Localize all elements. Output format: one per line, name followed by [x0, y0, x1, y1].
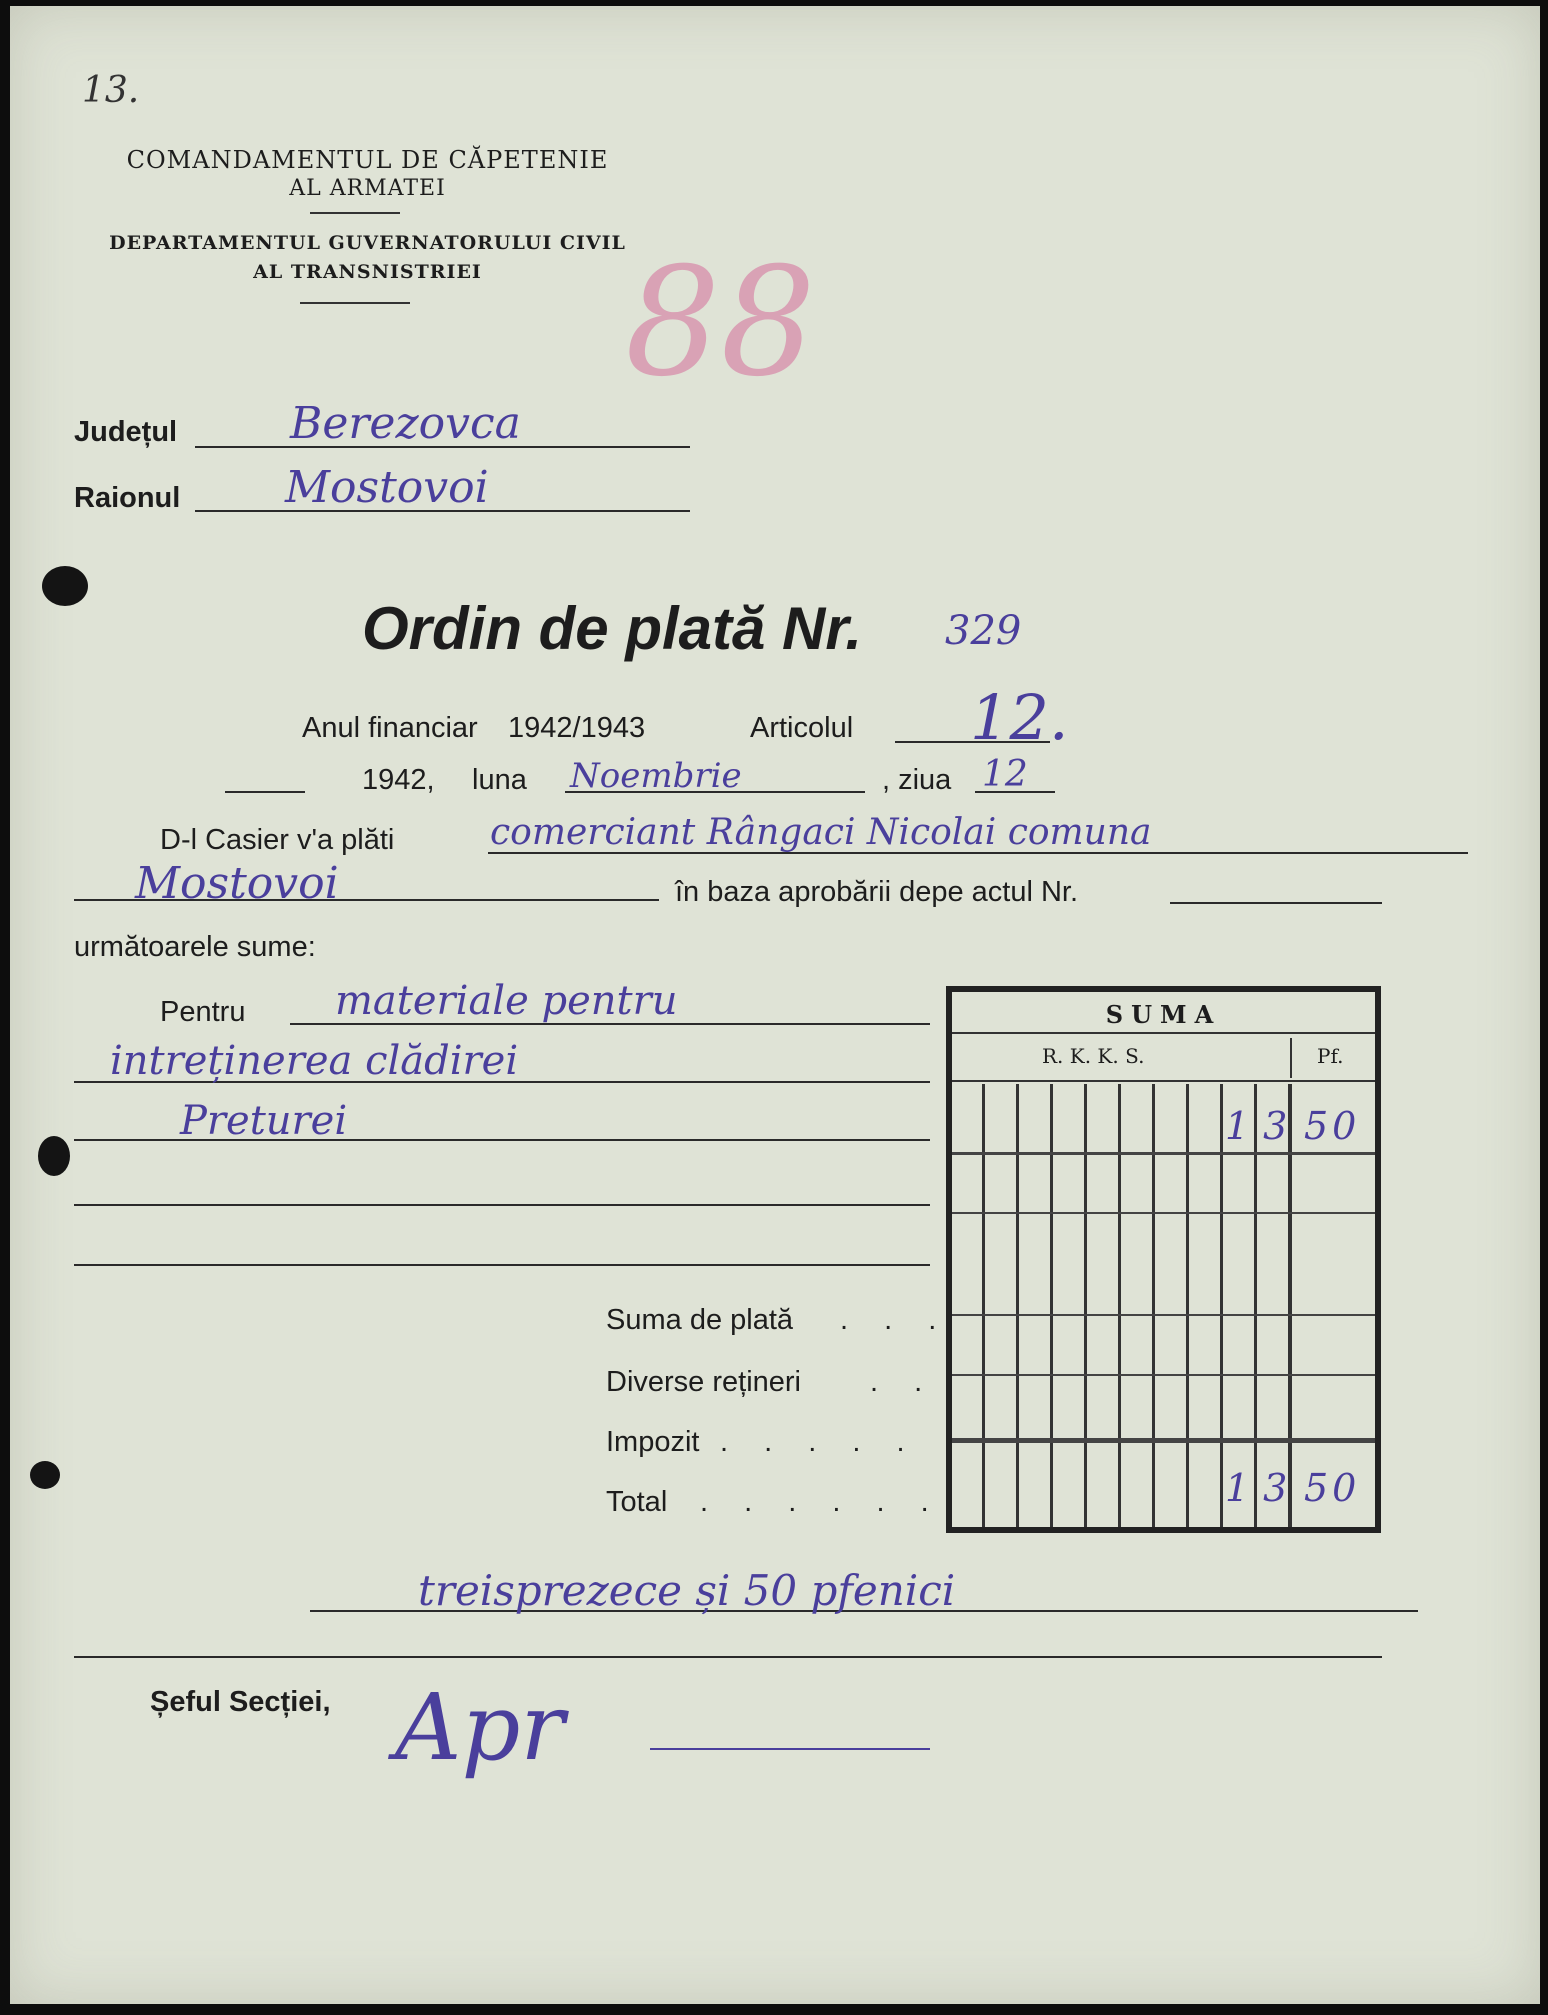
digit-col-6	[1152, 1084, 1155, 1527]
header-line-4: AL TRANSNISTRIEI	[253, 261, 482, 283]
raionul-value: Mostovoi	[285, 462, 489, 513]
table-row-line-5	[952, 1438, 1375, 1443]
date-year: 1942,	[362, 764, 435, 796]
luna-value: Noembrie	[570, 756, 742, 796]
pencil-mark: 88	[625, 236, 816, 410]
signature-stroke	[650, 1748, 930, 1750]
articolul-value: 12.	[970, 681, 1069, 754]
pf-col	[1288, 1084, 1292, 1527]
suma-de-plata-dots: . . .	[840, 1304, 951, 1336]
diverse-label: Diverse rețineri	[606, 1366, 801, 1398]
digit-col-7	[1186, 1084, 1189, 1527]
impozit-dots: . . . . .	[720, 1426, 919, 1458]
document-title: Ordin de plată Nr.	[362, 595, 863, 662]
amount-in-words: treisprezece și 50 pfenici	[418, 1566, 956, 1615]
total-label: Total	[606, 1486, 668, 1518]
digit-col-3	[1050, 1084, 1053, 1527]
pf-header-divider	[1290, 1038, 1292, 1078]
purpose-underline-4	[74, 1204, 930, 1206]
luna-label: luna	[472, 764, 527, 796]
punch-hole-top	[42, 566, 88, 606]
sef-sectie-label: Șeful Secției,	[150, 1686, 331, 1718]
header-line-3: DEPARTAMENTUL GUVERNATORULUI CIVIL	[109, 232, 626, 254]
row1-value: 13	[1225, 1104, 1302, 1148]
punch-hole-bottom	[30, 1461, 60, 1489]
table-row-line-3	[952, 1314, 1375, 1316]
payment-order-document	[10, 6, 1540, 2004]
judetul-value: Berezovca	[290, 398, 521, 449]
payee-value-line-2: Mostovoi	[135, 858, 339, 909]
row1-pf: 50	[1304, 1104, 1361, 1148]
punch-hole-middle	[38, 1136, 70, 1176]
digit-col-9	[1254, 1084, 1257, 1527]
col-pf-header: Pf.	[1317, 1044, 1344, 1068]
aprobare-label: în baza aprobării depe actul Nr.	[675, 876, 1079, 908]
digit-col-8	[1220, 1084, 1223, 1527]
date-day-underline	[225, 791, 305, 793]
table-row-line-4	[952, 1374, 1375, 1376]
table-row-line-1	[952, 1152, 1375, 1155]
header-divider-2	[300, 302, 410, 304]
header-line-2: AL ARMATEI	[289, 176, 446, 201]
header-line-1: COMANDAMENTUL DE CĂPETENIE	[126, 146, 609, 174]
signature-mark: Apr	[395, 1674, 565, 1781]
ziua-value: 12	[982, 754, 1028, 795]
digit-col-2	[1016, 1084, 1019, 1527]
diverse-dots: . .	[870, 1366, 937, 1398]
col-rkks-header: R. K. K. S.	[1042, 1044, 1145, 1068]
financial-years: 1942/1943	[508, 712, 646, 744]
purpose-line-1: materiale pentru	[335, 978, 678, 1024]
corner-number: 13.	[82, 70, 140, 111]
raionul-label: Raionul	[74, 482, 181, 514]
total-pf: 50	[1304, 1466, 1361, 1510]
aprobare-underline	[1170, 902, 1382, 904]
header-divider-1	[310, 212, 400, 214]
order-number: 329	[945, 608, 1022, 654]
payee-value-line-1: comerciant Rângaci Nicolai comuna	[490, 812, 1152, 853]
digit-col-5	[1118, 1084, 1121, 1527]
digit-col-4	[1084, 1084, 1087, 1527]
judetul-label: Județul	[74, 416, 178, 448]
ziua-label: , ziua	[882, 764, 952, 796]
casier-label: D-l Casier v'a plăti	[160, 824, 395, 856]
table-row-line-2	[952, 1212, 1375, 1214]
purpose-line-3: Preturei	[180, 1098, 348, 1144]
digit-col-1	[982, 1084, 985, 1527]
articolul-label: Articolul	[750, 712, 854, 744]
sume-label: următoarele sume:	[74, 931, 316, 963]
total-dots: . . . . . .	[700, 1486, 943, 1518]
total-value: 13	[1225, 1466, 1302, 1510]
pentru-label: Pentru	[160, 996, 246, 1028]
words-underline-2	[74, 1656, 1382, 1658]
purpose-underline-5	[74, 1264, 930, 1266]
purpose-line-2: intreținerea clădirei	[110, 1038, 519, 1084]
suma-de-plata-label: Suma de plată	[606, 1304, 794, 1336]
table-header-divider	[952, 1032, 1375, 1034]
amount-table	[946, 986, 1381, 1533]
table-subheader-divider	[952, 1080, 1375, 1082]
suma-header: SUMA	[1105, 1000, 1222, 1029]
impozit-label: Impozit	[606, 1426, 700, 1458]
anul-financiar-label: Anul financiar	[302, 712, 478, 744]
